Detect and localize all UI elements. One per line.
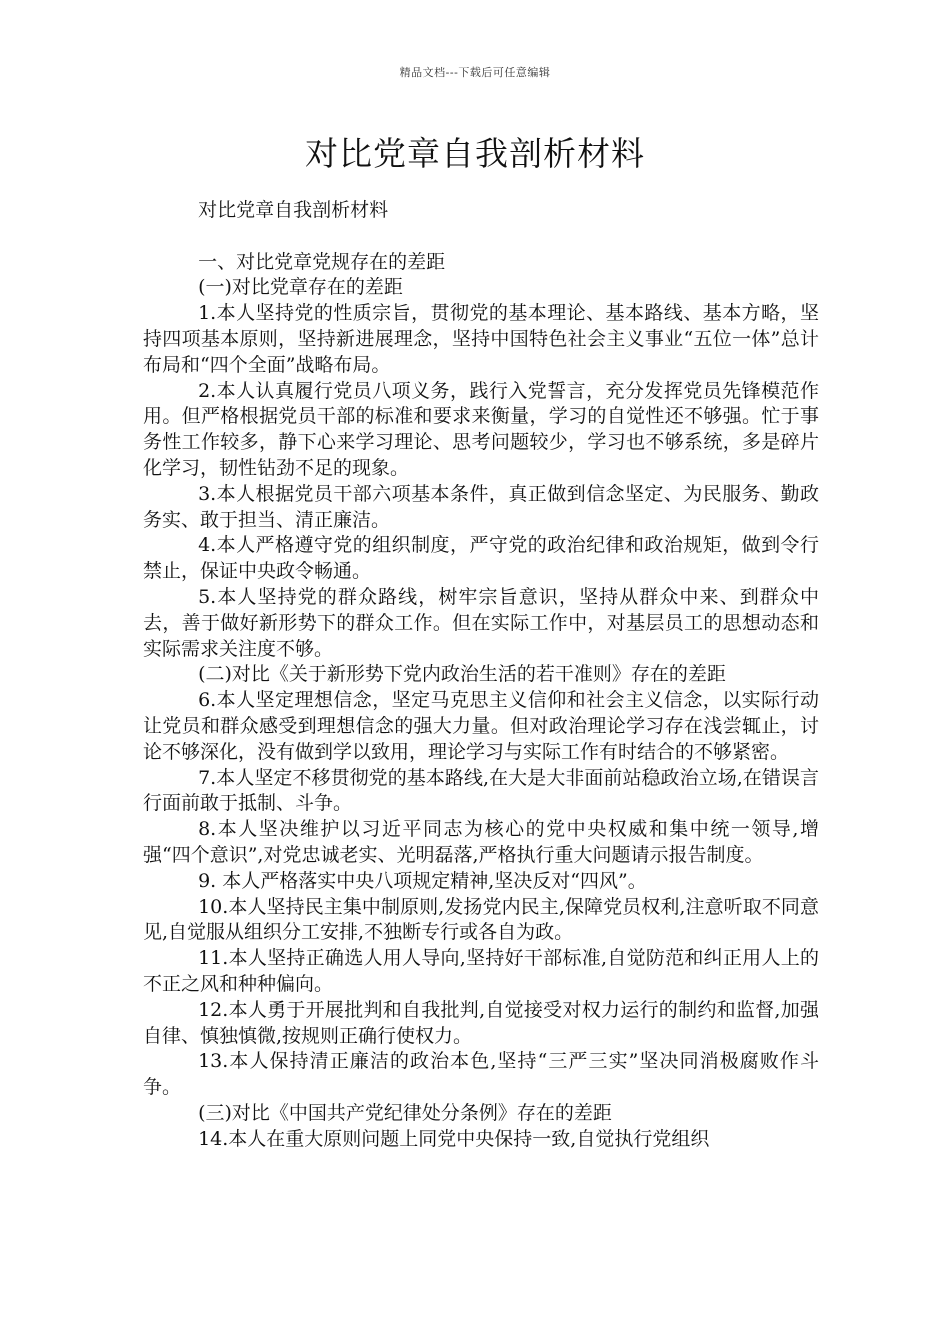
body-paragraph: 7.本人坚定不移贯彻党的基本路线,在大是大非面前站稳政治立场,在错误言行面前敢于抵制、斗争。 xyxy=(143,766,819,815)
section-heading: 一、对比党章党规存在的差距 xyxy=(198,250,446,273)
body-paragraph-subtitle: 对比党章自我剖析材料 xyxy=(198,199,389,221)
body-paragraph: 10.本人坚持民主集中制原则,发扬党内民主,保障党员权利,注意听取不同意见,自觉服从组织分工安排,不独断专行或各自为政。 xyxy=(143,895,819,944)
subsection-heading: (一)对比党章存在的差距 xyxy=(198,276,403,299)
subsection-heading: (三)对比《中国共产党纪律处分条例》存在的差距 xyxy=(198,1101,612,1124)
body-paragraph: 6.本人坚定理想信念，坚定马克思主义信仰和社会主义信念，以实际行动让党员和群众感受到理想信念的强大力量。但对政治理论学习存在浅尝辄止，讨论不够深化，没有做到学以致用，理论学习与实际工作有时结合的不够紧密。 xyxy=(143,689,819,763)
page-title: 对比党章自我剖析材料 xyxy=(305,134,645,173)
subsection-heading: (二)对比《关于新形势下党内政治生活的若干准则》存在的差距 xyxy=(198,663,726,686)
header-note: 精品文档---下载后可任意编辑 xyxy=(399,66,551,79)
document-body xyxy=(143,198,819,1152)
body-paragraph: 4.本人严格遵守党的组织制度，严守党的政治纪律和政治规矩，做到令行禁止，保证中央政令畅通。 xyxy=(143,534,819,583)
body-paragraph: 8.本人坚决维护以习近平同志为核心的党中央权威和集中统一领导,增强“四个意识”,对党忠诚老实、光明磊落,严格执行重大问题请示报告制度。 xyxy=(143,818,819,866)
body-paragraph: 9. 本人严格落实中央八项规定精神,坚决反对“四风”。 xyxy=(198,869,647,892)
body-paragraph: 12.本人勇于开展批判和自我批判,自觉接受对权力运行的制约和监督,加强自律、慎独慎微,按规则正确行使权力。 xyxy=(143,998,819,1047)
body-paragraph: 1.本人坚持党的性质宗旨，贯彻党的基本理论、基本路线、基本方略，坚持四项基本原则，坚持新进展理念，坚持中国特色社会主义事业“五位一体”总计布局和“四个全面”战略布局。 xyxy=(143,302,819,376)
body-paragraph: 14.本人在重大原则问题上同党中央保持一致,自觉执行党组织 xyxy=(198,1127,710,1150)
body-paragraph: 3.本人根据党员干部六项基本条件，真正做到信念坚定、为民服务、勤政务实、敢于担当、清正廉洁。 xyxy=(143,482,819,531)
body-paragraph: 11.本人坚持正确选人用人导向,坚持好干部标准,自觉防范和纠正用人上的不正之风和种种偏向。 xyxy=(143,947,819,995)
body-paragraph: 2.本人认真履行党员八项义务，践行入党誓言，充分发挥党员先锋模范作用。但严格根据党员干部的标准和要求来衡量，学习的自觉性还不够强。忙于事务性工作较多，静下心来学习理论、思考问题较少，学习也不够系统，多是碎片化学习，韧性钻劲不足的现象。 xyxy=(143,379,819,479)
body-paragraph: 13.本人保持清正廉洁的政治本色,坚持“三严三实”坚决同消极腐败作斗争。 xyxy=(143,1050,819,1099)
body-paragraph: 5.本人坚持党的群众路线，树牢宗旨意识，坚持从群众中来、到群众中去，善于做好新形势下的群众工作。但在实际工作中，对基层员工的思想动态和实际需求关注度不够。 xyxy=(143,585,819,660)
